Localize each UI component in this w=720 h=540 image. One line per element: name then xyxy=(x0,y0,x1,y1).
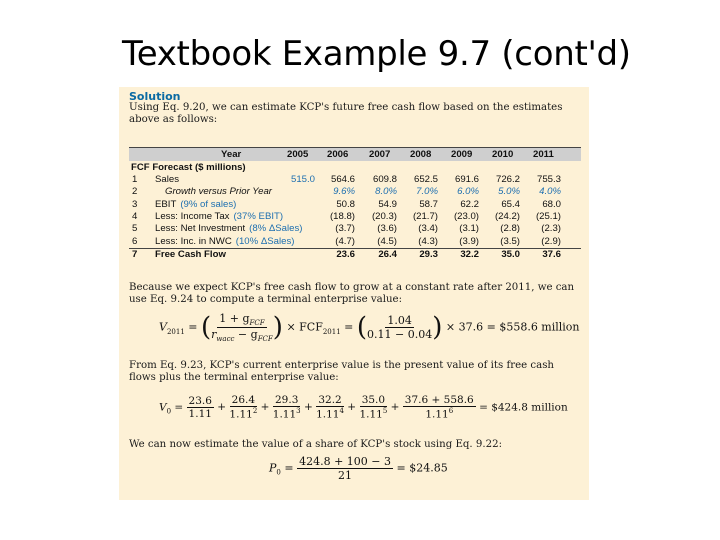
term-exponent: 6 xyxy=(448,407,454,415)
row-label xyxy=(155,249,226,260)
table-cell: 50.8 xyxy=(336,198,355,210)
share-price-equation: $P_0$ = $\frac{424.8 + 100 - 3}{21}$ = $24.85 xyxy=(269,455,448,482)
term-exponent: 2 xyxy=(252,407,258,415)
eq1-numeric-fraction xyxy=(367,314,432,341)
table-cell: (24.2) xyxy=(494,210,520,222)
table-cell: 564.6 xyxy=(330,174,355,185)
row-assumption-note: (9% of sales) xyxy=(180,198,237,210)
solution-panel xyxy=(119,87,589,500)
table-cell: (4.3) xyxy=(418,235,438,247)
term-numerator: 29.3 xyxy=(275,394,299,406)
table-cell: 609.8 xyxy=(372,174,397,185)
term-base: 1.11 xyxy=(359,408,383,421)
table-section-title: FCF Forecast ($ millions) xyxy=(131,162,246,173)
table-row xyxy=(129,199,581,211)
plus-sign: + xyxy=(300,401,317,414)
eq1-frac1-den: r xyxy=(211,328,217,342)
share-value-paragraph: We can now estimate the value of a share of KCP's stock using Eq. 9.22: xyxy=(129,439,503,450)
table-cell: (3.7) xyxy=(335,223,355,235)
row-number: 7 xyxy=(132,248,138,260)
table-row xyxy=(129,223,581,235)
table-cell: 691.6 xyxy=(454,174,479,185)
term-denominator xyxy=(189,408,212,420)
table-cell: 652.5 xyxy=(413,174,438,185)
eq3-result: = $24.85 xyxy=(396,461,448,475)
term-base: 1.11 xyxy=(272,408,297,421)
table-cell: (2.8) xyxy=(500,223,520,235)
eq3-den: 21 xyxy=(338,469,353,482)
term-denominator xyxy=(229,407,257,421)
table-row xyxy=(129,174,581,186)
terminal-value-equation: $V_{2011}$ = ( $\frac{1 + g_{FCF}}{r_{wacc} - g_{FCF}}$ ) × $FCF_{2011}$ = ( $\frac{1.04}{0.11 - 0.04}$ ) × 37.6 = $558.6 million xyxy=(159,312,580,344)
eq3-lhs: P xyxy=(269,461,277,475)
eq1-mid-sub: 2011 xyxy=(322,327,341,336)
eq1-frac2-den: 0.11 − 0.04 xyxy=(367,328,433,342)
table-cell: (3.4) xyxy=(418,223,438,235)
eq2-result: = $424.8 million xyxy=(479,401,568,414)
eq3-num: 424.8 + 100 − 3 xyxy=(299,455,391,468)
table-cell: 54.9 xyxy=(378,198,397,210)
term-numerator: 26.4 xyxy=(231,394,256,406)
term-denominator xyxy=(359,407,387,421)
plus-sign: + xyxy=(343,401,360,414)
term-numerator: 35.0 xyxy=(361,394,386,406)
eq1-result: × 37.6 = $558.6 million xyxy=(445,320,580,334)
table-cell: 23.6 xyxy=(336,248,355,260)
header-col: 2008 xyxy=(410,149,432,160)
row-number: 2 xyxy=(132,186,138,198)
enterprise-value-equation: $V_0$ = $\frac{23.6}{1.11}$ + $\frac{26.4}{1.11^2}$ + $\frac{29.3}{1.11^3}$ + $\frac{32.2}{1.11^4}$ + $\frac{35.0}{1.11^5}$ + $\frac{37.6 + 558.6}{1.11^6}$ = $424.8 million xyxy=(159,394,568,421)
eq1-lhs: V xyxy=(159,320,167,334)
intro-paragraph: Using Eq. 9.20, we can estimate KCP's future free cash flow based on the estimates above as follows: xyxy=(129,102,563,125)
term-denominator xyxy=(273,407,301,421)
table-cell: 32.2 xyxy=(460,248,479,260)
table-cell: (2.9) xyxy=(541,235,561,247)
eq3-lhs-sub: 0 xyxy=(276,468,281,477)
eq1-frac1-num: 1 + g xyxy=(219,312,250,325)
row-label xyxy=(155,199,236,210)
discount-term xyxy=(273,394,301,421)
row-label xyxy=(155,223,302,234)
eq1-frac2-num: 1.04 xyxy=(387,314,412,328)
table-cell: 26.4 xyxy=(378,248,397,260)
enterprise-value-paragraph: From Eq. 9.23, KCP's current enterprise value is the present value of its free cash flows plus the terminal enterprise value: xyxy=(129,360,554,383)
row-label-text: Less: Inc. in NWC xyxy=(155,235,232,247)
discount-term xyxy=(359,394,387,421)
eq1-frac1-den2: − g xyxy=(234,328,258,342)
table-cell: 726.2 xyxy=(495,174,520,185)
header-col: 2007 xyxy=(369,149,391,160)
solution-heading: Solution xyxy=(129,90,181,103)
table-cell: 5.0% xyxy=(498,186,520,198)
table-cell: 9.6% xyxy=(333,186,355,198)
term-numerator: 37.6 + 558.6 xyxy=(404,394,474,406)
discount-term xyxy=(187,395,214,420)
row-label-text: Less: Income Tax xyxy=(155,210,230,222)
fcf-forecast-table xyxy=(129,147,581,268)
table-cell: (4.5) xyxy=(377,235,397,247)
header-year: Year xyxy=(221,149,242,160)
term-exponent: 3 xyxy=(296,407,301,415)
row-label-text: Growth versus Prior Year xyxy=(165,186,272,198)
term-base: 1.11 xyxy=(229,408,253,421)
table-cell: (21.7) xyxy=(412,210,438,222)
table-cell: 6.0% xyxy=(457,186,479,198)
term-base: 1.11 xyxy=(425,408,449,421)
term-numerator: 23.6 xyxy=(188,394,212,407)
table-row xyxy=(129,236,581,248)
term-exponent: 4 xyxy=(339,407,344,415)
table-cell: 37.6 xyxy=(542,248,561,260)
header-col: 2009 xyxy=(451,149,473,160)
row-label-text: Sales xyxy=(155,174,179,185)
header-col: 2010 xyxy=(492,149,514,160)
eq2-lhs-sub: 0 xyxy=(166,407,172,416)
eq1-mid: × FCF xyxy=(286,320,323,334)
table-row xyxy=(129,211,581,223)
row-number: 3 xyxy=(132,198,138,210)
row-number: 6 xyxy=(132,235,138,247)
row-label-text: Less: Net Investment xyxy=(155,223,246,235)
table-cell: 35.0 xyxy=(501,248,520,260)
table-cell: (18.8) xyxy=(329,210,355,222)
table-cell: 4.0% xyxy=(539,186,561,198)
row-number: 5 xyxy=(132,223,138,235)
term-base: 1.11 xyxy=(188,407,212,420)
table-cell: (4.7) xyxy=(335,235,355,247)
eq1-frac1-den2-sub: FCF xyxy=(257,335,273,344)
eq3-fraction xyxy=(297,455,393,482)
table-cell: (25.1) xyxy=(535,210,561,222)
table-cell: (3.5) xyxy=(500,235,520,247)
table-cell: (3.1) xyxy=(459,223,479,235)
table-cell: 29.3 xyxy=(419,248,438,260)
header-col: 2006 xyxy=(327,149,349,160)
table-cell: 755.3 xyxy=(536,174,561,185)
row-assumption-note: (8% ΔSales) xyxy=(249,223,303,235)
table-cell: (3.9) xyxy=(459,235,479,247)
discount-term xyxy=(403,394,476,421)
row-label xyxy=(155,211,283,222)
row-label-text: Free Cash Flow xyxy=(155,248,226,260)
row-label xyxy=(155,236,294,247)
header-col: 2005 xyxy=(287,149,309,160)
terminal-value-paragraph: Because we expect KCP's free cash flow to grow at a constant rate after 2011, we can use Eq. 9.24 to compute a terminal enterprise value: xyxy=(129,282,575,305)
table-cell: 65.4 xyxy=(501,198,520,210)
eq1-frac1-num-sub: FCF xyxy=(249,319,265,328)
term-numerator: 32.2 xyxy=(318,394,342,406)
row-label xyxy=(165,186,272,197)
term-denominator xyxy=(425,407,453,421)
row-number: 1 xyxy=(132,174,138,185)
row-number: 4 xyxy=(132,210,138,222)
row-assumption-note: (37% EBIT) xyxy=(233,210,284,222)
eq1-growth-fraction xyxy=(211,312,273,343)
eq1-frac1-den-sub: wacc xyxy=(216,335,235,344)
term-base: 1.11 xyxy=(316,408,340,421)
table-cell: (20.3) xyxy=(371,210,397,222)
plus-sign: + xyxy=(387,401,403,414)
table-row xyxy=(129,186,581,198)
table-cell: 58.7 xyxy=(419,198,438,210)
row-label xyxy=(155,174,179,185)
discount-term xyxy=(316,394,344,421)
eq1-lhs-sub: 2011 xyxy=(166,327,185,336)
table-cell: 68.0 xyxy=(542,198,561,210)
table-cell: (2.3) xyxy=(541,223,561,235)
plus-sign: + xyxy=(213,401,230,414)
table-cell: 515.0 xyxy=(290,174,315,185)
table-header-row xyxy=(129,147,581,161)
table-cell: (3.6) xyxy=(377,223,397,235)
table-cell: 7.0% xyxy=(416,186,438,198)
term-denominator xyxy=(316,407,344,421)
discount-term xyxy=(229,394,257,421)
table-cell: (23.0) xyxy=(453,210,479,222)
row-assumption-note: (10% ΔSales) xyxy=(235,235,295,247)
plus-sign: + xyxy=(257,401,273,414)
term-exponent: 5 xyxy=(382,407,388,415)
table-cell: 8.0% xyxy=(375,186,397,198)
eq2-lhs: V xyxy=(159,401,167,414)
table-cell: 62.2 xyxy=(460,198,479,210)
row-label-text: EBIT xyxy=(155,198,177,210)
table-row xyxy=(129,248,581,261)
slide-title: Textbook Example 9.7 (cont'd) xyxy=(122,34,631,74)
header-col: 2011 xyxy=(533,149,554,160)
